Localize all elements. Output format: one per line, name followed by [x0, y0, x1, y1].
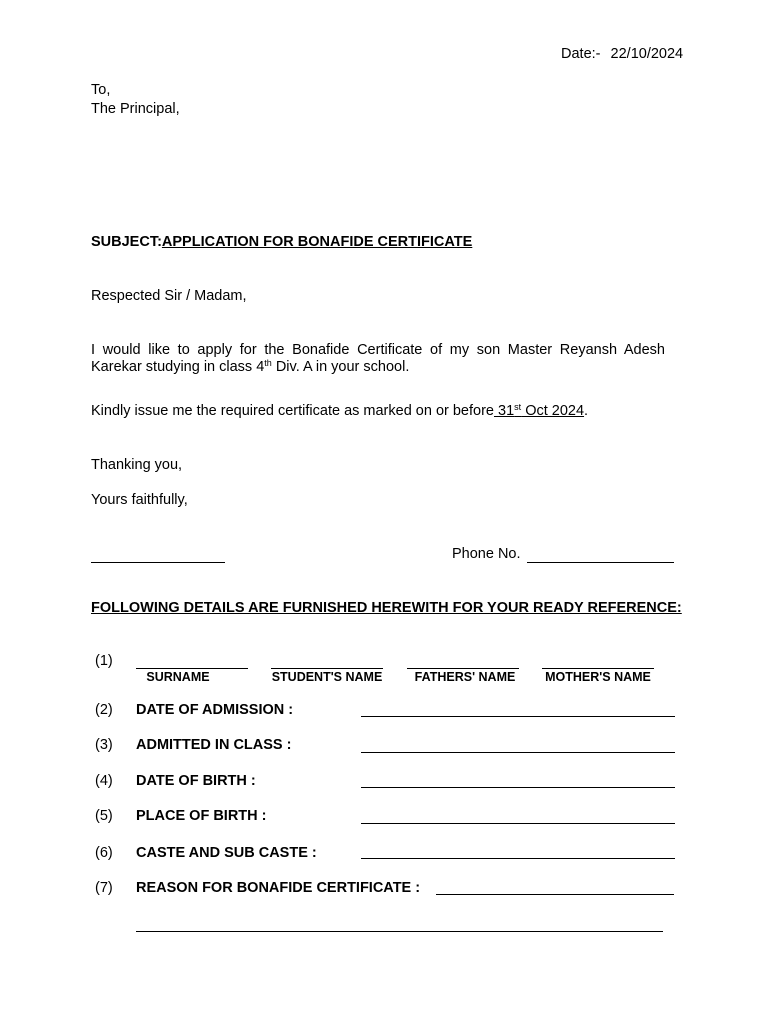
birth-place-line[interactable] — [361, 823, 675, 824]
date-value: 22/10/2024 — [610, 46, 684, 62]
mother-name-label: MOTHER'S NAME — [545, 670, 651, 684]
deadline-text: Kindly issue me the required certificate as marked on or before — [91, 403, 494, 419]
phone-label: Phone No. — [452, 546, 521, 562]
address-recipient: The Principal, — [91, 101, 180, 117]
yours-faithfully: Yours faithfully, — [91, 492, 188, 508]
student-name-label: STUDENT'S NAME — [271, 670, 383, 684]
reason-label: REASON FOR BONAFIDE CERTIFICATE : — [136, 880, 421, 896]
item-number-1: (1) — [95, 653, 113, 669]
salutation: Respected Sir / Madam, — [91, 288, 247, 304]
admission-date-label: DATE OF ADMISSION : — [136, 702, 294, 718]
birth-date-label: DATE OF BIRTH : — [136, 773, 256, 789]
caste-label: CASTE AND SUB CASTE : — [136, 845, 317, 861]
item-number-5: (5) — [95, 808, 113, 824]
admitted-class-line[interactable] — [361, 752, 675, 753]
item-number-6: (6) — [95, 845, 113, 861]
date-label: Date:- — [561, 46, 601, 62]
subject-line — [91, 234, 472, 250]
birth-date-line[interactable] — [361, 787, 675, 788]
surname-label: SURNAME — [146, 670, 210, 684]
mother-name-line[interactable] — [542, 668, 654, 669]
date-line — [561, 46, 683, 62]
class-suffix: th — [264, 358, 272, 368]
admission-date-line[interactable] — [361, 716, 675, 717]
request-text: I would like to apply for the Bonafide Certificate of my son Master Reyansh Adesh Karekar studying in class 4 — [91, 342, 665, 375]
item-number-7: (7) — [95, 880, 113, 896]
address-to: To, — [91, 82, 111, 98]
birth-place-label: PLACE OF BIRTH : — [136, 808, 267, 824]
deadline-date: 31st Oct 2024 — [498, 402, 585, 419]
admitted-class-label: ADMITTED IN CLASS : — [136, 737, 292, 753]
reason-line-continued[interactable] — [136, 931, 663, 932]
request-paragraph — [91, 342, 665, 376]
phone-line[interactable] — [527, 562, 674, 563]
item-number-4: (4) — [95, 773, 113, 789]
caste-line[interactable] — [361, 858, 675, 859]
surname-line[interactable] — [136, 668, 248, 669]
deadline-paragraph — [91, 403, 588, 419]
deadline-text-end: . — [584, 403, 589, 419]
signature-line[interactable] — [91, 562, 225, 563]
item-number-2: (2) — [95, 702, 113, 718]
details-heading: FOLLOWING DETAILS ARE FURNISHED HEREWITH FOR YOUR READY REFERENCE: — [91, 600, 682, 616]
reason-line[interactable] — [436, 894, 674, 895]
request-text-end: Div. A in your school. — [271, 359, 410, 375]
father-name-line[interactable] — [407, 668, 519, 669]
item-number-3: (3) — [95, 737, 113, 753]
subject-text: APPLICATION FOR BONAFIDE CERTIFICATE — [161, 234, 473, 250]
student-name-line[interactable] — [271, 668, 383, 669]
thanks-text: Thanking you, — [91, 457, 183, 473]
father-name-label: FATHERS' NAME — [414, 670, 516, 684]
subject-label: SUBJECT: — [91, 234, 162, 250]
